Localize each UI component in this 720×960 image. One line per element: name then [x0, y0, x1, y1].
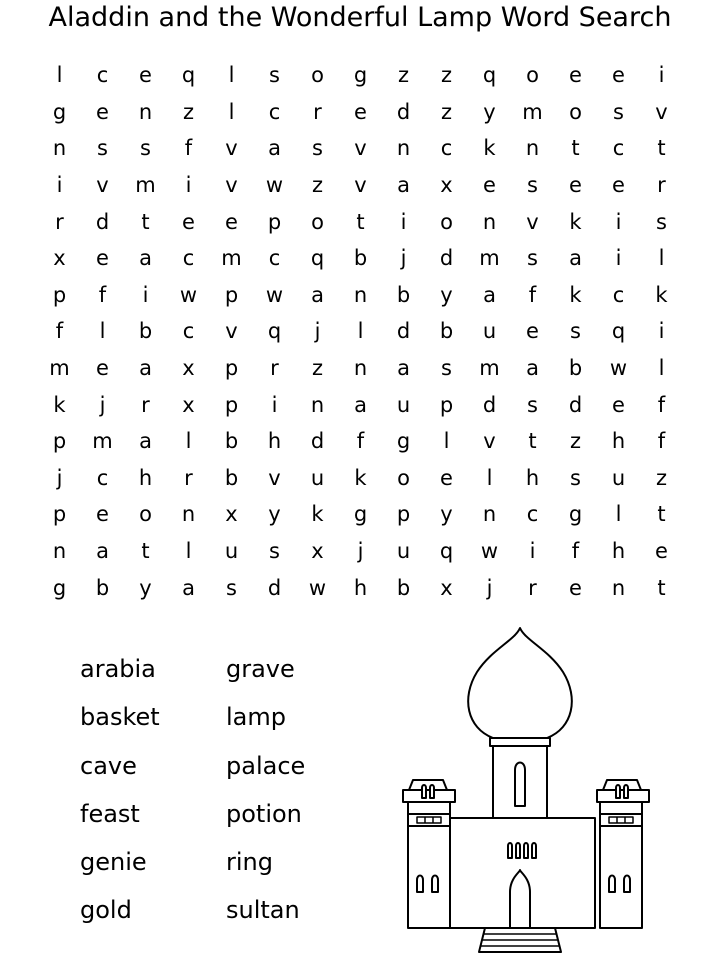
word-item: grave: [226, 655, 295, 683]
word-item: potion: [226, 799, 302, 828]
grid-row: [38, 496, 683, 533]
grid-letter[interactable]: h: [353, 575, 368, 600]
word-item: basket: [80, 703, 160, 732]
grid-letter[interactable]: e: [569, 63, 582, 88]
grid-letter[interactable]: n: [611, 575, 626, 600]
grid-letter[interactable]: q: [611, 319, 626, 344]
grid-letter[interactable]: f: [528, 282, 537, 307]
grid-letter[interactable]: z: [397, 63, 410, 88]
grid-letter[interactable]: t: [356, 209, 365, 234]
grid-letter[interactable]: m: [479, 246, 500, 271]
grid-letter[interactable]: e: [182, 209, 195, 234]
grid-letter[interactable]: p: [52, 502, 67, 527]
grid-letter[interactable]: h: [611, 539, 626, 564]
grid-letter[interactable]: y: [440, 282, 453, 307]
grid-letter[interactable]: s: [441, 356, 452, 381]
left-turret-roof: [409, 780, 447, 790]
grid-letter[interactable]: h: [267, 429, 282, 454]
grid-row: [38, 277, 683, 314]
grid-letter[interactable]: n: [52, 539, 67, 564]
grid-letter[interactable]: k: [354, 465, 367, 490]
grid-letter[interactable]: k: [655, 282, 668, 307]
grid-letter[interactable]: c: [440, 136, 453, 161]
grid-letter[interactable]: b: [353, 246, 368, 271]
grid-letter[interactable]: m: [522, 99, 543, 124]
grid-letter[interactable]: w: [480, 539, 499, 564]
page-title: Aladdin and the Wonderful Lamp Word Search: [48, 2, 672, 33]
grid-letter[interactable]: a: [354, 392, 367, 417]
grid-letter[interactable]: a: [483, 282, 496, 307]
grid-row: [38, 569, 683, 606]
grid-letter[interactable]: v: [225, 319, 238, 344]
grid-letter[interactable]: s: [269, 539, 280, 564]
grid-letter[interactable]: i: [400, 209, 407, 234]
grid-row: [38, 57, 683, 94]
grid-letter[interactable]: z: [311, 173, 324, 198]
grid-letter[interactable]: t: [141, 539, 150, 564]
grid-letter[interactable]: x: [182, 392, 195, 417]
grid-letter[interactable]: b: [396, 282, 411, 307]
grid-letter[interactable]: m: [135, 173, 156, 198]
grid-letter[interactable]: a: [397, 173, 410, 198]
grid-letter[interactable]: w: [265, 282, 284, 307]
grid-letter[interactable]: j: [314, 319, 321, 344]
word-item: cave: [80, 751, 137, 780]
grid-letter[interactable]: v: [96, 173, 109, 198]
word-list-left-column: [80, 645, 230, 935]
grid-letter[interactable]: o: [397, 465, 410, 490]
grid-letter[interactable]: q: [181, 63, 196, 88]
grid-letter[interactable]: x: [311, 539, 324, 564]
grid-letter[interactable]: j: [56, 465, 63, 490]
grid-letter[interactable]: e: [225, 209, 238, 234]
grid-letter[interactable]: u: [396, 392, 411, 417]
grid-letter[interactable]: p: [267, 209, 282, 234]
grid-letter[interactable]: d: [439, 246, 454, 271]
grid-letter[interactable]: r: [313, 99, 322, 124]
grid-letter[interactable]: l: [185, 539, 192, 564]
onion-dome: [468, 628, 572, 738]
grid-letter[interactable]: r: [270, 356, 279, 381]
grid-letter[interactable]: k: [53, 392, 66, 417]
grid-letter[interactable]: s: [312, 136, 323, 161]
grid-row: [38, 130, 683, 167]
grid-letter[interactable]: t: [141, 209, 150, 234]
grid-letter[interactable]: v: [354, 136, 367, 161]
grid-row: [38, 533, 683, 570]
grid-row: [38, 350, 683, 387]
word-list-right-column: [226, 645, 376, 935]
grid-letter[interactable]: v: [225, 136, 238, 161]
word-item: palace: [226, 751, 306, 780]
grid-letter[interactable]: q: [439, 539, 454, 564]
grid-letter[interactable]: z: [182, 99, 195, 124]
grid-letter[interactable]: p: [224, 356, 239, 381]
grid-letter[interactable]: c: [526, 502, 539, 527]
grid-letter[interactable]: b: [439, 319, 454, 344]
grid-letter[interactable]: h: [138, 465, 153, 490]
grid-letter[interactable]: j: [400, 246, 407, 271]
grid-letter[interactable]: r: [184, 465, 193, 490]
grid-letter[interactable]: n: [525, 136, 540, 161]
tower-window: [515, 763, 525, 807]
grid-letter[interactable]: x: [53, 246, 66, 271]
grid-letter[interactable]: d: [568, 392, 583, 417]
grid-letter[interactable]: k: [569, 282, 582, 307]
grid-letter[interactable]: g: [568, 502, 583, 527]
grid-letter[interactable]: e: [612, 63, 625, 88]
grid-letter[interactable]: b: [396, 575, 411, 600]
grid-letter[interactable]: b: [95, 575, 110, 600]
grid-letter[interactable]: e: [569, 575, 582, 600]
grid-letter[interactable]: e: [655, 539, 668, 564]
grid-letter[interactable]: s: [527, 392, 538, 417]
grid-letter[interactable]: x: [440, 173, 453, 198]
grid-letter[interactable]: a: [569, 246, 582, 271]
letter-grid: [38, 57, 683, 606]
grid-letter[interactable]: v: [225, 173, 238, 198]
grid-letter[interactable]: a: [139, 356, 152, 381]
grid-letter[interactable]: r: [55, 209, 64, 234]
grid-letter[interactable]: y: [268, 502, 281, 527]
grid-letter[interactable]: o: [526, 63, 539, 88]
grid-letter[interactable]: n: [396, 136, 411, 161]
word-item: genie: [80, 848, 147, 877]
grid-letter[interactable]: f: [657, 392, 666, 417]
grid-letter[interactable]: a: [96, 539, 109, 564]
grid-letter[interactable]: e: [569, 173, 582, 198]
grid-letter[interactable]: n: [138, 99, 153, 124]
grid-letter[interactable]: f: [356, 429, 365, 454]
grid-letter[interactable]: r: [657, 173, 666, 198]
grid-letter[interactable]: k: [483, 136, 496, 161]
grid-letter[interactable]: i: [529, 539, 536, 564]
grid-letter[interactable]: c: [268, 99, 281, 124]
word-item: feast: [80, 799, 140, 828]
grid-letter[interactable]: x: [225, 502, 238, 527]
grid-letter[interactable]: s: [570, 465, 581, 490]
grid-letter[interactable]: v: [268, 465, 281, 490]
grid-letter[interactable]: g: [353, 63, 368, 88]
grid-letter[interactable]: e: [139, 63, 152, 88]
grid-letter[interactable]: b: [224, 429, 239, 454]
grid-letter[interactable]: b: [138, 319, 153, 344]
grid-letter[interactable]: s: [656, 209, 667, 234]
grid-letter[interactable]: i: [142, 282, 149, 307]
grid-letter[interactable]: f: [571, 539, 580, 564]
grid-letter[interactable]: e: [483, 173, 496, 198]
grid-letter[interactable]: g: [52, 99, 67, 124]
grid-letter[interactable]: l: [615, 502, 622, 527]
grid-letter[interactable]: w: [609, 356, 628, 381]
grid-letter[interactable]: a: [397, 356, 410, 381]
grid-letter[interactable]: k: [569, 209, 582, 234]
grid-letter[interactable]: d: [396, 99, 411, 124]
grid-letter[interactable]: e: [612, 173, 625, 198]
grid-letter[interactable]: g: [52, 575, 67, 600]
grid-letter[interactable]: l: [443, 429, 450, 454]
grid-letter[interactable]: z: [440, 63, 453, 88]
grid-letter[interactable]: t: [657, 575, 666, 600]
grid-letter[interactable]: c: [96, 63, 109, 88]
grid-letter[interactable]: l: [228, 99, 235, 124]
grid-letter[interactable]: p: [224, 282, 239, 307]
grid-letter[interactable]: s: [570, 319, 581, 344]
grid-letter[interactable]: s: [269, 63, 280, 88]
grid-letter[interactable]: l: [99, 319, 106, 344]
grid-letter[interactable]: e: [96, 502, 109, 527]
grid-letter[interactable]: l: [357, 319, 364, 344]
grid-letter[interactable]: r: [141, 392, 150, 417]
grid-letter[interactable]: i: [658, 63, 665, 88]
grid-letter[interactable]: e: [96, 246, 109, 271]
grid-letter[interactable]: m: [479, 356, 500, 381]
grid-letter[interactable]: f: [98, 282, 107, 307]
grid-letter[interactable]: y: [139, 575, 152, 600]
grid-letter[interactable]: s: [527, 246, 538, 271]
grid-row: [38, 386, 683, 423]
grid-letter[interactable]: e: [96, 356, 109, 381]
grid-letter[interactable]: l: [486, 465, 493, 490]
grid-letter[interactable]: n: [482, 502, 497, 527]
grid-letter[interactable]: o: [311, 209, 324, 234]
grid-row: [38, 460, 683, 497]
grid-letter[interactable]: v: [526, 209, 539, 234]
grid-letter[interactable]: s: [226, 575, 237, 600]
grid-row: [38, 423, 683, 460]
grid-letter[interactable]: i: [615, 209, 622, 234]
grid-letter[interactable]: o: [139, 502, 152, 527]
grid-letter[interactable]: k: [311, 502, 324, 527]
grid-letter[interactable]: p: [52, 282, 67, 307]
palace-illustration: [395, 620, 660, 955]
grid-letter[interactable]: n: [181, 502, 196, 527]
grid-letter[interactable]: c: [268, 246, 281, 271]
grid-letter[interactable]: n: [52, 136, 67, 161]
grid-letter[interactable]: u: [396, 539, 411, 564]
grid-letter[interactable]: z: [311, 356, 324, 381]
grid-letter[interactable]: w: [308, 575, 327, 600]
grid-letter[interactable]: p: [52, 429, 67, 454]
grid-letter[interactable]: a: [182, 575, 195, 600]
grid-letter[interactable]: i: [56, 173, 63, 198]
grid-letter[interactable]: b: [224, 465, 239, 490]
grid-letter[interactable]: j: [99, 392, 106, 417]
grid-letter[interactable]: s: [140, 136, 151, 161]
grid-letter[interactable]: d: [482, 392, 497, 417]
grid-letter[interactable]: a: [268, 136, 281, 161]
grid-letter[interactable]: p: [396, 502, 411, 527]
grid-letter[interactable]: l: [56, 63, 63, 88]
grid-letter[interactable]: l: [228, 63, 235, 88]
grid-letter[interactable]: a: [311, 282, 324, 307]
grid-letter[interactable]: n: [353, 282, 368, 307]
right-turret-roof: [603, 780, 641, 790]
grid-letter[interactable]: f: [55, 319, 64, 344]
grid-letter[interactable]: x: [182, 356, 195, 381]
grid-row: [38, 313, 683, 350]
grid-letter[interactable]: i: [658, 319, 665, 344]
grid-letter[interactable]: e: [440, 465, 453, 490]
grid-letter[interactable]: d: [267, 575, 282, 600]
grid-letter[interactable]: v: [483, 429, 496, 454]
grid-letter[interactable]: x: [440, 575, 453, 600]
grid-letter[interactable]: t: [657, 136, 666, 161]
grid-letter[interactable]: n: [310, 392, 325, 417]
grid-letter[interactable]: u: [482, 319, 497, 344]
grid-row: [38, 167, 683, 204]
grid-letter[interactable]: i: [271, 392, 278, 417]
word-item: arabia: [80, 655, 156, 683]
grid-letter[interactable]: q: [482, 63, 497, 88]
grid-letter[interactable]: u: [224, 539, 239, 564]
grid-letter[interactable]: e: [96, 99, 109, 124]
word-item: gold: [80, 896, 132, 925]
grid-letter[interactable]: f: [657, 429, 666, 454]
grid-letter[interactable]: i: [615, 246, 622, 271]
grid-letter[interactable]: j: [357, 539, 364, 564]
grid-letter[interactable]: t: [657, 502, 666, 527]
grid-letter[interactable]: j: [486, 575, 493, 600]
grid-letter[interactable]: u: [310, 465, 325, 490]
grid-letter[interactable]: q: [267, 319, 282, 344]
grid-letter[interactable]: c: [182, 319, 195, 344]
grid-letter[interactable]: i: [185, 173, 192, 198]
grid-letter[interactable]: b: [568, 356, 583, 381]
grid-letter[interactable]: w: [179, 282, 198, 307]
grid-letter[interactable]: e: [526, 319, 539, 344]
palace-door: [510, 870, 530, 928]
grid-letter[interactable]: w: [265, 173, 284, 198]
grid-letter[interactable]: a: [526, 356, 539, 381]
grid-letter[interactable]: d: [396, 319, 411, 344]
grid-row: [38, 203, 683, 240]
grid-letter[interactable]: l: [185, 429, 192, 454]
grid-letter[interactable]: o: [569, 99, 582, 124]
grid-letter[interactable]: c: [96, 465, 109, 490]
grid-letter[interactable]: a: [139, 246, 152, 271]
grid-letter[interactable]: z: [569, 429, 582, 454]
grid-letter[interactable]: e: [354, 99, 367, 124]
grid-letter[interactable]: d: [95, 209, 110, 234]
grid-letter[interactable]: y: [440, 502, 453, 527]
grid-letter[interactable]: u: [611, 465, 626, 490]
grid-letter[interactable]: n: [482, 209, 497, 234]
grid-row: [38, 240, 683, 277]
grid-letter[interactable]: g: [396, 429, 411, 454]
grid-letter[interactable]: h: [525, 465, 540, 490]
grid-row: [38, 94, 683, 131]
grid-letter[interactable]: h: [611, 429, 626, 454]
grid-letter[interactable]: p: [224, 392, 239, 417]
grid-letter[interactable]: c: [612, 282, 625, 307]
grid-letter[interactable]: o: [311, 63, 324, 88]
grid-letter[interactable]: l: [658, 356, 665, 381]
grid-letter[interactable]: c: [182, 246, 195, 271]
word-item: sultan: [226, 896, 300, 925]
grid-letter[interactable]: d: [310, 429, 325, 454]
grid-letter[interactable]: e: [612, 392, 625, 417]
grid-letter[interactable]: q: [310, 246, 325, 271]
grid-letter[interactable]: l: [658, 246, 665, 271]
grid-letter[interactable]: a: [139, 429, 152, 454]
grid-letter[interactable]: m: [221, 246, 242, 271]
dome-base-band: [490, 738, 550, 746]
grid-letter[interactable]: s: [613, 99, 624, 124]
grid-letter[interactable]: z: [440, 99, 453, 124]
grid-letter[interactable]: g: [353, 502, 368, 527]
word-item: lamp: [226, 703, 286, 732]
grid-letter[interactable]: n: [353, 356, 368, 381]
grid-letter[interactable]: v: [354, 173, 367, 198]
grid-letter[interactable]: r: [528, 575, 537, 600]
grid-letter[interactable]: t: [571, 136, 580, 161]
grid-letter[interactable]: p: [439, 392, 454, 417]
grid-letter[interactable]: f: [184, 136, 193, 161]
grid-letter[interactable]: o: [440, 209, 453, 234]
grid-letter[interactable]: m: [49, 356, 70, 381]
grid-letter[interactable]: t: [528, 429, 537, 454]
grid-letter[interactable]: s: [97, 136, 108, 161]
grid-letter[interactable]: y: [483, 99, 496, 124]
word-item: ring: [226, 848, 273, 877]
grid-letter[interactable]: m: [92, 429, 113, 454]
grid-letter[interactable]: z: [655, 465, 668, 490]
grid-letter[interactable]: s: [527, 173, 538, 198]
grid-letter[interactable]: c: [612, 136, 625, 161]
grid-letter[interactable]: v: [655, 99, 668, 124]
